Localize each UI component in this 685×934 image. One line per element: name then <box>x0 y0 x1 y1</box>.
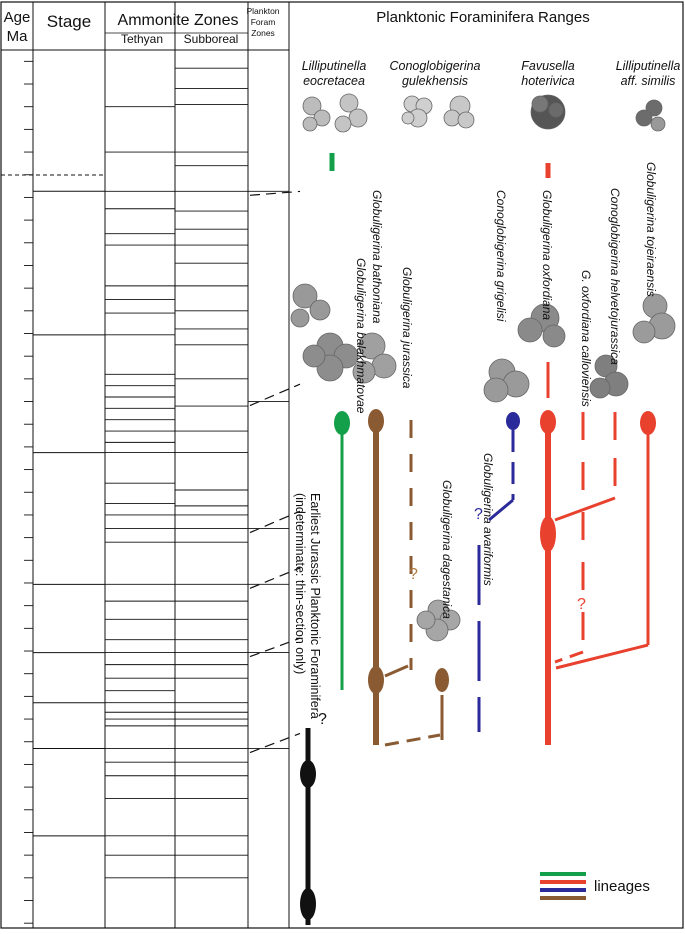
subboreal-header: Subboreal <box>183 32 239 46</box>
specimen-globuligerina-balakhmatovae-b <box>303 333 358 381</box>
label-globuligerina-oxfordiana: Globuligerina oxfordiana <box>540 190 554 321</box>
foram-zone-boundary-dash <box>250 568 300 588</box>
taxon-lilliputinella-similis-1: Lilliputinella <box>615 59 681 73</box>
marker-globuligerina-oxfordiana <box>540 410 556 434</box>
specimen-globuligerina-tojeiraensis <box>633 294 675 343</box>
foram-zone-boundary-dash <box>250 511 300 532</box>
question-mark-calloviensis: ? <box>577 596 586 613</box>
marker-earliest-lower <box>300 888 316 920</box>
question-mark-jurassica: ? <box>409 566 418 583</box>
specimen-conoglobigerina-gulekhensis-b <box>444 96 474 128</box>
marker-earliest-upper <box>300 760 316 788</box>
taxon-conoglobigerina-gulekhensis-1: Conoglobigerina <box>389 59 481 73</box>
label-globuligerina-avariformis: Globuligerina avariformis <box>481 453 495 586</box>
age-axis <box>24 61 33 923</box>
label-globuligerina-bathoniana: Globuligerina bathoniana <box>370 190 384 324</box>
subboreal-zone-column <box>175 68 248 878</box>
marker-oxfordiana-mid <box>540 516 556 552</box>
legend <box>540 874 650 898</box>
top-taxa <box>302 59 681 88</box>
question-mark-earliest: ? <box>318 711 327 728</box>
label-globuligerina-balakhmatovae: Globuligerina balakhmatovae <box>354 258 368 414</box>
marker-globuligerina-tojeiraensis <box>640 411 656 435</box>
tethyan-header: Tethyan <box>120 32 164 46</box>
foram-zone-boundary-dash <box>250 191 300 195</box>
ranges-header: Planktonic Foraminifera Ranges <box>376 9 590 26</box>
specimen-conoglobigerina-gulekhensis-a <box>402 96 432 127</box>
label-oxfordiana-calloviensis: G. oxfordiana calloviensis <box>579 270 593 407</box>
taxon-lilliputinella-eocretacea-1: Lilliputinella <box>301 59 367 73</box>
link-calloviensis <box>555 652 583 662</box>
marker-globuligerina-bathoniana <box>368 409 384 433</box>
earliest-note-line2: (indeterminate: thin-section only) <box>293 493 307 675</box>
ammonite-zones-header: Ammonite Zones <box>117 12 239 29</box>
link-dagestanica <box>385 735 440 745</box>
taxon-favusella-hoterivica-1: Favusella <box>521 59 575 73</box>
marker-globuligerina-bathoniana-lower <box>368 666 384 694</box>
tethyan-zone-column <box>105 107 175 878</box>
foram-zones-header-2: Foram <box>250 17 276 27</box>
taxon-lilliputinella-similis-2: aff. similis <box>620 74 676 88</box>
specimen-favusella-hoterivica <box>531 95 565 129</box>
foram-zone-boundaries <box>248 191 300 752</box>
column-headers <box>4 6 590 46</box>
marker-globuligerina-dagestanica <box>435 668 449 692</box>
taxon-lilliputinella-eocretacea-2: eocretacea <box>303 74 365 88</box>
foram-zones-header-1: Plankton <box>246 6 280 16</box>
age-header-line1: Age <box>3 9 31 26</box>
legend-label: lineages <box>594 878 650 895</box>
taxon-favusella-hoterivica-2: hoterivica <box>521 74 575 88</box>
stage-header: Stage <box>46 12 92 31</box>
stage-column <box>1 175 105 836</box>
specimen-globuligerina-balakhmatovae <box>291 284 330 327</box>
specimen-lilliputinella-eocretacea-b <box>335 94 367 132</box>
lineage-ranges <box>300 153 656 925</box>
marker-globuligerina-balakhmatovae <box>334 411 350 435</box>
earliest-note-line1: Earliest Jurassic Planktonic Foraminifera <box>308 493 322 719</box>
label-globuligerina-jurassica: Globuligerina jurassica <box>400 267 414 389</box>
specimen-lilliputinella-eocretacea-a <box>303 97 330 131</box>
specimen-lilliputinella-similis <box>636 100 665 131</box>
label-conoglobigerina-helvetojurassica: Conoglobigerina helvetojurassica <box>608 188 622 365</box>
foram-zone-boundary-dash <box>250 733 300 752</box>
label-conoglobigerina-grigelisi: Conoglobigerina grigelisi <box>494 190 508 322</box>
specimen-conoglobigerina-grigelisi <box>484 359 529 402</box>
label-globuligerina-dagestanica: Globuligerina dagestanica <box>440 480 454 619</box>
link-jurassica-bathoniana <box>385 666 408 676</box>
taxon-conoglobigerina-gulekhensis-2: gulekhensis <box>401 74 469 88</box>
label-globuligerina-tojeiraensis: Globuligerina tojeiraensis <box>644 162 658 297</box>
question-mark-avariformis: ? <box>474 506 483 523</box>
earliest-note <box>293 493 322 719</box>
foram-zone-boundary-dash <box>250 638 300 656</box>
foram-zone-boundary-dash <box>250 384 300 405</box>
foram-zones-header-3: Zones <box>251 28 275 38</box>
age-header-line2: Ma <box>6 28 28 45</box>
marker-conoglobigerina-grigelisi <box>506 412 520 430</box>
link-helvetojurassica <box>555 498 615 520</box>
